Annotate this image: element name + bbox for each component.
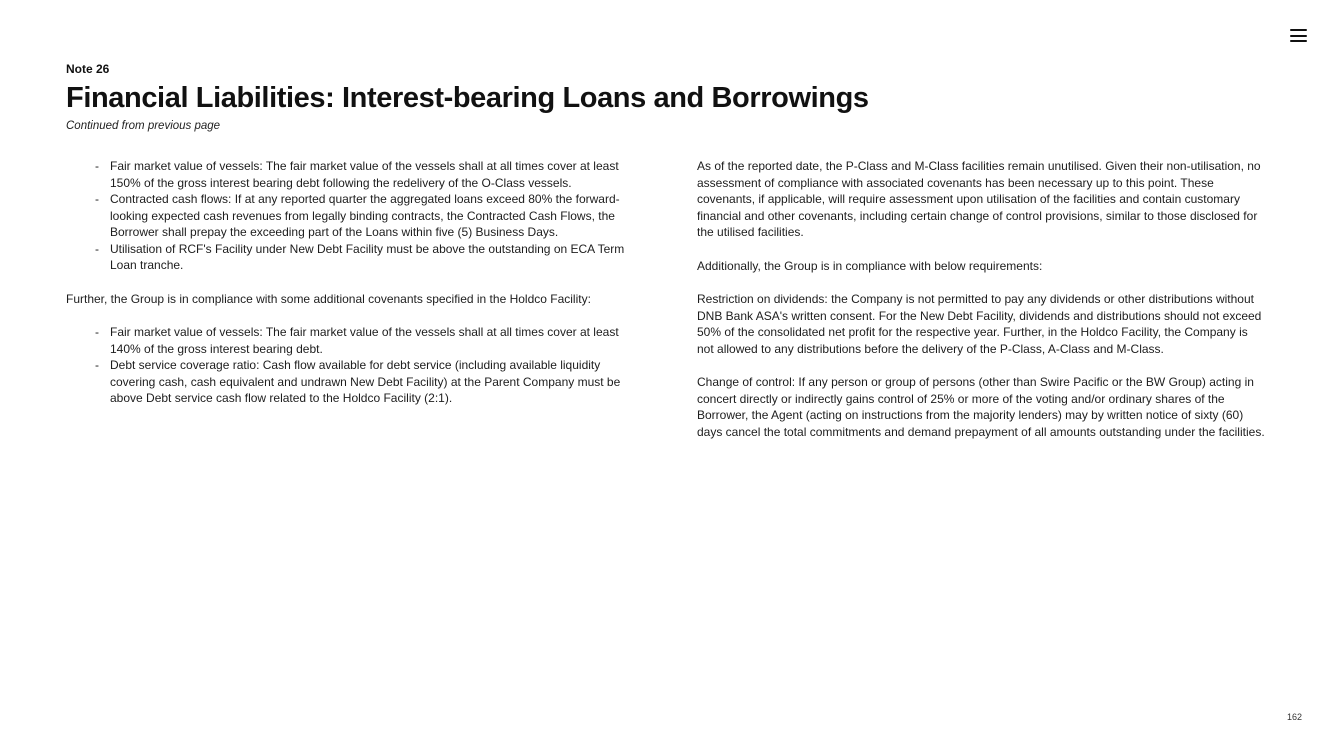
covenants-list-holdco <box>66 324 640 407</box>
paragraph-change-of-control: Change of control: If any person or group of persons (other than Swire Pacific or the BW Group) acting in concert directly or indirectly gains control of 25% or more of the voting and/or ordinary shares of the Borrower, the Agent (acting on instructions from the majority lenders) may by written notice of sixty (60) days cancel the total commitments and demand prepayment of all amounts outstanding under the facilities. <box>697 375 1265 439</box>
body-columns <box>66 158 1266 457</box>
hamburger-bar <box>1290 40 1307 42</box>
covenants-list-primary <box>66 158 640 274</box>
list-item <box>66 158 640 191</box>
dash-bullet: - <box>95 159 99 173</box>
list-item <box>66 241 640 274</box>
page-title: Financial Liabilities: Interest-bearing Loans and Borrowings <box>66 82 869 114</box>
list-item-text: Fair market value of vessels: The fair market value of the vessels shall at all times cover at least 140% of the gross interest bearing debt. <box>110 325 619 356</box>
list-item-text: Contracted cash flows: If at any reported quarter the aggregated loans exceed 80% the forward-looking expected cash revenues from legally binding contracts, the Contracted Cash Flows, the Borrower shall prepay the exceeding part of the Loans within five (5) Business Days. <box>110 192 620 239</box>
list-item <box>66 191 640 241</box>
hamburger-menu-icon[interactable] <box>1290 29 1307 42</box>
hamburger-bar <box>1290 29 1307 31</box>
list-item-text: Utilisation of RCF's Facility under New Debt Facility must be above the outstanding on ECA Term Loan tranche. <box>110 241 625 272</box>
dash-bullet: - <box>95 358 99 372</box>
paragraph-holdco-intro: Further, the Group is in compliance with some additional covenants specified in the Holdco Facility: <box>66 291 591 306</box>
paragraph-restriction-on-dividends: Restriction on dividends: the Company is not permitted to pay any dividends or other distributions without DNB Bank ASA's written consent. For the New Debt Facility, dividends and distributions should not exceed 50% of the consolidated net profit for the respective year. Further, in the Holdco Facility, the Company is not allowed to any distributions before the delivery of the P-Class, A-Class and M-Class. <box>697 292 1262 356</box>
list-item-text: Debt service coverage ratio: Cash flow available for debt service (including available liquidity covering cash, cash equivalent and undrawn New Debt Facility) at the Parent Company must be above Debt service cash flow related to the Holdco Facility (2:1). <box>110 358 621 405</box>
hamburger-bar <box>1290 35 1307 37</box>
list-item <box>66 324 640 357</box>
dash-bullet: - <box>95 241 99 256</box>
right-column <box>697 158 1266 457</box>
list-item <box>66 357 640 407</box>
page-number: 162 <box>1286 712 1302 722</box>
dash-bullet: - <box>95 325 99 339</box>
page-header <box>66 62 1265 132</box>
paragraph-compliance-intro: Additionally, the Group is in compliance with below requirements: <box>697 258 1043 273</box>
paragraph-unutilised-facilities: As of the reported date, the P-Class and M-Class facilities remain unutilised. Given their non-utilisation, no assessment of compliance with associated covenants has been necessary up to this point. These covenants, if applicable, will require assessment upon utilisation of the facilities and contain customary financial and other covenants, including certain change of control provisions, similar to those disclosed for the utilised facilities. <box>697 159 1261 239</box>
left-column <box>66 158 640 457</box>
dash-bullet: - <box>95 192 99 206</box>
list-item-text: Fair market value of vessels: The fair market value of the vessels shall at all times cover at least 150% of the gross interest bearing debt following the redelivery of the O-Class vessels. <box>110 159 619 190</box>
page-subtitle: Continued from previous page <box>66 120 221 132</box>
note-label: Note 26 <box>66 62 110 76</box>
